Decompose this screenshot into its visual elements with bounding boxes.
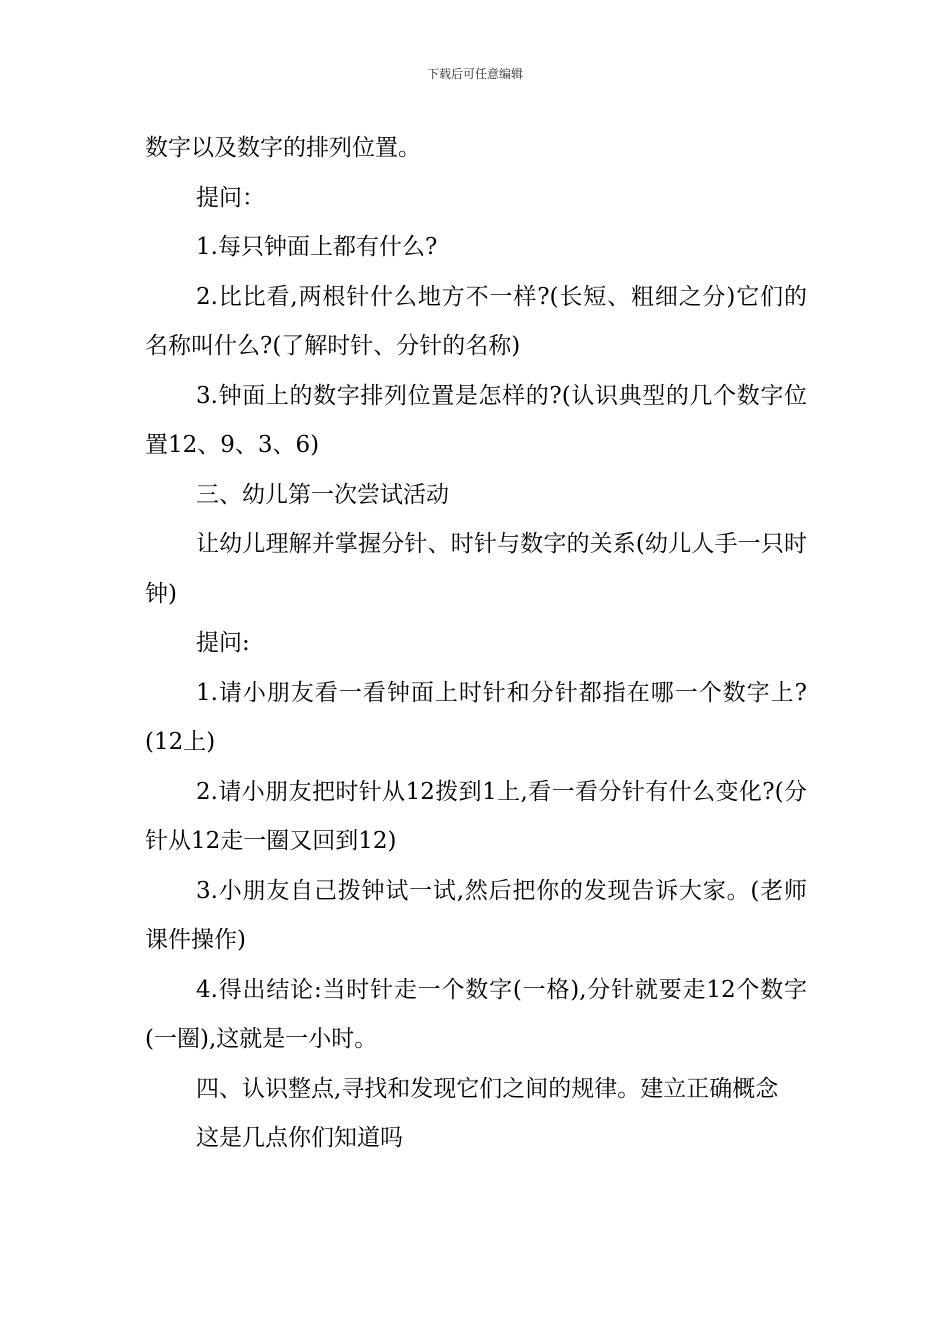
- document-body: [145, 124, 807, 1164]
- paragraph: 让幼儿理解并掌握分针、时针与数字的关系(幼儿人手一只时钟): [145, 531, 807, 607]
- paragraph: 1.请小朋友看一看钟面上时针和分针都指在哪一个数字上?(12上): [145, 679, 807, 755]
- page-header: 下载后可任意编辑: [426, 67, 523, 81]
- paragraph: 4.得出结论:当时针走一个数字(一格),分针就要走12个数字(一圈),这就是一小时。: [145, 976, 807, 1052]
- paragraph: 这是几点你们知道吗: [196, 1125, 403, 1151]
- paragraph: 3.小朋友自己拨钟试一试,然后把你的发现告诉大家。(老师课件操作): [145, 877, 807, 953]
- paragraph: 提问：: [196, 184, 265, 211]
- paragraph: 3.钟面上的数字排列位置是怎样的?(认识典型的几个数字位置12、9、3、6): [145, 382, 807, 458]
- paragraph: 2.请小朋友把时针从12拨到1上,看一看分针有什么变化?(分针从12走一圈又回到12): [145, 778, 807, 854]
- paragraph: 2.比比看,两根针什么地方不一样?(长短、粗细之分)它们的名称叫什么?(了解时针、分针的名称): [145, 283, 807, 359]
- paragraph: 1.每只钟面上都有什么?: [196, 234, 438, 260]
- section-heading: 四、认识整点,寻找和发现它们之间的规律。建立正确概念: [196, 1075, 779, 1102]
- section-heading: 三、幼儿第一次尝试活动: [196, 481, 449, 508]
- paragraph: 提问:: [196, 630, 250, 656]
- paragraph: 数字以及数字的排列位置。: [145, 135, 421, 161]
